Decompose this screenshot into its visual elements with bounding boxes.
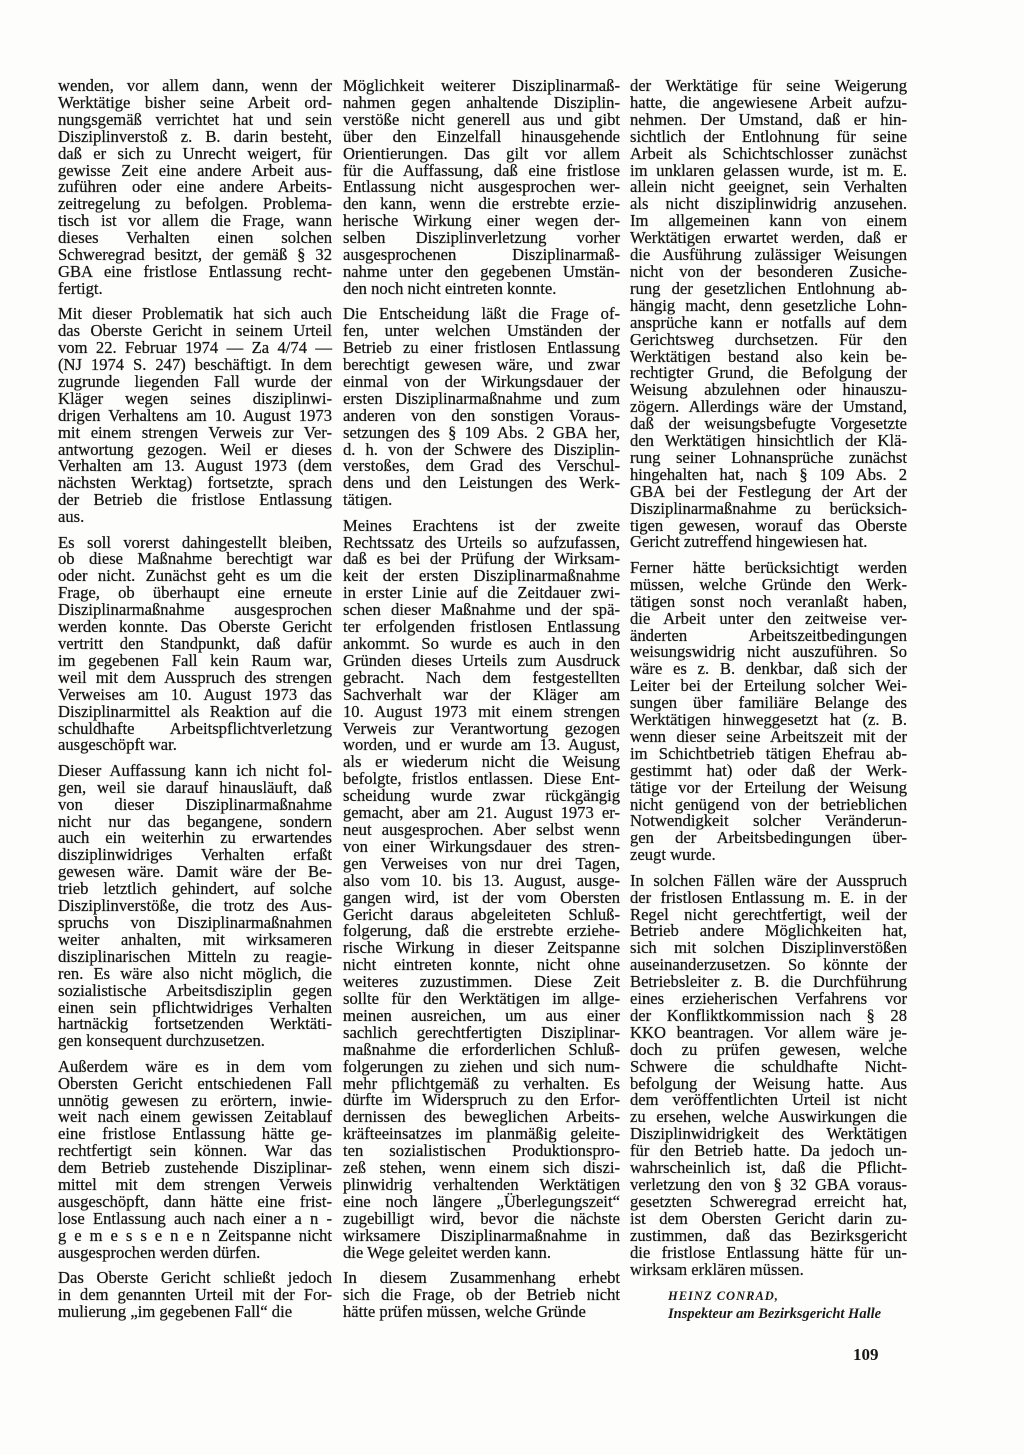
text-line: daß es bei der Prüfung der Wirksam- [343,549,620,569]
text-line: mehr pflichtgemäß zu verhalten. Es [343,1073,620,1093]
text-line: das Oberste Gericht in seinem Urteil [58,321,332,341]
text-line: gen, weil sie darauf hinausläuft, daß [58,777,332,797]
text-line: dürfte im Widerspruch zu den Erfor- [343,1090,620,1110]
text-line: tätigen. [343,490,393,510]
text-line: ausgeschöpft war. [58,735,177,755]
text-line: werden konnte. Das Oberste Gericht [58,617,332,637]
text-line: als nicht disziplinwidrig anzusehen. [630,194,907,214]
text-line: Kläger wegen seines disziplinwi- [58,388,332,408]
paragraph [343,306,620,509]
text-line: für den Betrieb hatte. Da jedoch un- [630,1141,907,1161]
text-line: Gründen dieses Urteils zum Ausdruck [343,650,620,670]
text-line: nicht eintreten konnte, nicht ohne [343,955,620,975]
text-column-middle [343,78,620,1321]
text-line: maßnahme die erforderlichen Schluß- [343,1039,620,1059]
paragraph [630,557,907,865]
paragraph [58,1270,332,1321]
text-line: den noch nicht eintreten konnte. [343,278,557,298]
text-line: In solchen Fällen wäre der Ausspruch [630,870,907,890]
text-line: hatte, die angewiesene Arbeit aufzu- [630,92,907,112]
text-line: drigen Verhaltens am 10. August 1973 [58,405,332,425]
paragraph [343,78,620,298]
paragraph [343,515,620,1262]
text-line: wenn dieser seine Arbeitszeit mit der [630,726,907,746]
text-line: auch ein weiterhin zu erwartendes [58,828,332,848]
text-line: von einer Wirkungsdauer des stren- [343,836,620,856]
text-line: Betriebsleiter z. B. die Durchführung [630,972,907,992]
text-line: ter erfolgenden fristlosen Entlassung [343,617,620,637]
text-line: Schwere die schuldhafte Nicht- [630,1056,907,1076]
text-line: ren. Es wäre also nicht möglich, die [58,963,332,983]
text-line: Leiter bei der Erteilung solcher Wei- [630,676,907,696]
text-line: Werktätige bisher seine Arbeit ord- [58,92,332,112]
text-line: GBA eine fristlose Entlassung recht- [58,261,332,281]
text-line: Werktätigen hinweggesetzt hat (z. B. [630,710,907,730]
text-line: zugrunde liegenden Fall wurde der [58,371,332,391]
text-line: zögern. Allerdings wäre der Umstand, [630,397,907,417]
text-line: zuführen oder eine andere Arbeits- [58,177,332,197]
text-line: nächsten Werktag) fortsetzte, sprach [58,473,332,493]
text-line: Obersten Gericht entschiedenen Fall [58,1073,332,1093]
text-line: unnötig gewesen zu erörtern, inwie- [58,1090,332,1110]
text-line: Möglichkeit weiterer Disziplinarmaß- [343,76,620,95]
text-line: keit der ersten Disziplinarmaßnahme [343,566,620,586]
text-line: worden, und er wurde am 13. August, [343,735,620,755]
text-line: Mit dieser Problematik hat sich auch [58,304,332,324]
text-line: Disziplinarmaßnahme ausgesprochen [58,600,332,620]
page-number: 109 [853,1345,879,1364]
text-line: disziplinwidriges Verhalten erfaßt [58,845,332,865]
text-line: wäre es z. B. denkbar, daß sich der [630,659,907,679]
text-line: Disziplinverstöße, die trotz des Aus- [58,896,332,916]
text-line: also vom 10. bis 13. August, ausge- [343,870,620,890]
text-line: rechtfertigt sein können. War das [58,1141,332,1161]
text-line: Außerdem wäre es in dem vom [58,1056,332,1076]
text-line: sozialistische Arbeitsdisziplin gegen [58,980,332,1000]
paragraph [58,1056,332,1262]
text-line: hartnäckig fortsetzenden Werktäti- [58,1014,332,1034]
text-line: anderen von den sonstigen Voraus- [343,405,620,425]
text-line: rische Wirkung in dieser Zeitspanne [343,938,620,958]
text-line: rung der gesetzlichen Entlohnung ab- [630,278,907,298]
text-line: hingehalten hat, nach § 109 Abs. 2 [630,464,907,484]
text-line: mit einem strengen Verweis zur Ver- [58,422,332,442]
text-line: vertritt den Standpunkt, daß dafür [58,634,332,653]
text-line: vom 22. Februar 1974 — Za 4/74 — [58,338,332,358]
text-line: auseinanderzusetzen. So könnte der [630,955,907,975]
text-line: KKO beantragen. Vor allem wäre je- [630,1022,907,1042]
text-line: weiteres zuzustimmen. Diese Zeit [343,972,620,992]
text-line: Gericht daraus abgeleiteten Schluß- [343,904,620,924]
text-line: ausgeschöpft, dann hätte eine frist- [58,1192,332,1211]
paragraph [343,1270,620,1321]
author-name: HEINZ CONRAD, [668,1289,779,1304]
text-line: nicht von der besonderen Zusiche- [630,261,907,281]
text-line: ob diese Maßnahme berechtigt war [58,549,332,569]
text-line: rechtigter Grund, die Befolgung der [630,363,907,383]
text-line: Disziplinverstoß z. B. darin besteht, [58,126,332,146]
text-line: als er wiederum nicht die Weisung [343,752,620,772]
text-line: gesetzten Schweregrad erreicht hat, [630,1191,907,1211]
text-line: setzungen des § 109 Abs. 2 GBA her, [343,422,620,442]
text-line: fen, unter welchen Umständen der [343,321,620,341]
text-line: plinwidrig verhaltenden Werktätigen [343,1175,620,1194]
text-line: dem Betrieb zustehende Disziplinar- [58,1158,332,1178]
author-signature [630,1287,907,1323]
text-line: ten sozialistischen Produktionspro- [343,1141,620,1161]
text-line: nahmen gegen anhaltende Disziplin- [343,92,620,112]
text-line: die fristlose Entlassung hätte für un- [630,1242,907,1262]
text-line: doch zu prüfen gewesen, welche [630,1039,907,1059]
text-line: berechtigt gewesen wäre, und zwar [343,355,620,374]
text-line: Verweis zur Verantwortung gezogen [343,718,620,738]
text-line: Die Entscheidung läßt die Frage of- [343,304,620,324]
text-line: wahrscheinlich ist, daß die Pflicht- [630,1158,907,1178]
text-line: verstöße nicht generell aus und gibt [343,109,620,129]
text-line: In diesem Zusammenhang erhebt [343,1268,620,1288]
text-line: zeugt wurde. [630,845,716,865]
text-line: g e m e s s e n e n Zeitspanne nicht [58,1225,332,1245]
text-line: mulierung „im gegebenen Fall“ die [58,1301,293,1321]
text-line: trieb letztlich gehindert, auf solche [58,879,332,899]
text-line: tätige vor der Erteilung der Weisung [630,777,907,797]
text-line: die Ausführung zulässiger Weisungen [630,245,907,265]
text-line: Betrieb andere Möglichkeiten hat, [630,921,907,941]
text-column-right [630,78,907,1323]
text-line: weit nach einem gewissen Zeitablauf [58,1107,332,1127]
text-line: änderten Arbeitszeitbedingungen [630,625,907,645]
text-line: den kann, wenn die erstrebte erzie- [343,194,620,214]
paragraph [58,760,332,1051]
text-line: im gegebenen Fall kein Raum war, [58,650,332,670]
text-line: weisungswidrig nicht auszuführen. So [630,642,907,662]
text-line: folgerung, daß die erstrebte erziehe- [343,921,620,941]
text-line: zeß stehen, wenn einem sich diszi- [343,1158,620,1178]
text-line: sungen über familiäre Belange des [630,693,907,713]
text-line: dernissen des beweglichen Arbeits- [343,1107,620,1127]
text-line: nicht genügend von der betrieblichen [630,794,907,814]
text-line: folgerungen zu ziehen und sich num- [343,1056,620,1076]
text-line: Meines Erachtens ist der zweite [343,515,620,535]
text-line: sachlich gerechtfertigten Disziplinar- [343,1022,620,1042]
text-line: nungsgemäß verrichtet hat und sein [58,109,332,129]
text-line: weiter anhalten, mit wirksameren [58,929,332,949]
text-line: selben Disziplinverletzung vorher [343,228,620,248]
text-line: die Wege geleitet werden kann. [343,1242,551,1262]
text-line: in dem genannten Urteil mit der For- [58,1285,332,1305]
text-line: schuldhafte Arbeitspflichtverletzung [58,718,332,738]
paragraph [630,870,907,1279]
text-line: meinen ausreichen, um aus einer [343,1005,620,1025]
text-line: Es soll vorerst dahingestellt bleiben, [58,532,332,552]
text-line: für die Auffassung, daß eine fristlose [343,160,620,180]
text-line: Disziplinwidrigkeit des Werktätigen [630,1124,907,1144]
text-line: Schweregrad besitzt, der gemäß § 32 [58,245,332,265]
text-line: hängig macht, denn gesetzliche Lohn- [630,295,907,315]
text-line: gen der Arbeitsbedingungen über- [630,828,907,848]
text-line: im unklaren gelassen wurde, ist m. E. [630,160,907,180]
text-line: ankommt. So wurde es auch in den [343,634,620,653]
text-line: zustimmen, daß das Bezirksgericht [630,1225,907,1245]
paragraph [58,532,332,755]
text-line: über den Einzelfall hinausgehende [343,126,620,146]
text-line: disziplinarischen Mitteln zu reagie- [58,946,332,966]
text-line: den Werktätigen hinsichtlich der Klä- [630,431,907,451]
text-line: sichtlich der Entlohnung für seine [630,126,907,146]
text-line: allein nicht geeignet, sein Verhalten [630,177,907,197]
text-line: gemacht, aber am 21. August 1973 er- [343,803,620,823]
text-line: dens und den Leistungen des Werk- [343,473,620,493]
text-line: Weisung abzulehnen oder hinauszu- [630,380,907,400]
text-line: Regel nicht gerechtfertigt, weil der [630,904,907,924]
text-line: Notwendigkeit solcher Veränderun- [630,811,907,831]
text-line: hätte prüfen müssen, welche Gründe [343,1301,586,1321]
text-line: ersten Disziplinarmaßnahme und zum [343,388,620,408]
text-line: Werktätigen erwartet werden, daß er [630,228,907,248]
text-line: kräfteeinsatzes im planmäßig geleite- [343,1124,620,1144]
author-title: Inspekteur am Bezirksgericht Halle [668,1306,882,1323]
text-line: zugebilligt wird, bevor die nächste [343,1208,620,1228]
text-line: GBA bei der Festlegung der Art der [630,481,907,501]
text-line: neut ausgesprochen. Aber selbst wenn [343,819,620,839]
text-line: die Arbeit unter den zeitweise ver- [630,608,907,628]
text-line: herische Wirkung einer wegen der- [343,211,620,231]
text-line: aus. [58,507,85,527]
text-line: verstoßes, dem Grad des Verschul- [343,456,620,476]
text-line: nicht nur das begangene, sondern [58,811,332,831]
text-line: Betrieb zu einer fristlosen Entlassung [343,338,620,358]
text-line: der fristlosen Entlassung m. E. in der [630,887,907,907]
text-line: eines erzieherischen Verfahrens vor [630,989,907,1009]
text-line: mittel mit dem strengen Verweis [58,1175,332,1195]
text-line: spruchs von Disziplinarmaßnahmen [58,913,332,932]
text-line: befolgte, fristlos entlassen. Diese Ent- [343,769,620,789]
text-line: wirksamere Disziplinarmaßnahme in [343,1225,620,1245]
text-line: gen Verweises von nur drei Tagen, [343,853,620,873]
text-line: Im allgemeinen kann von einem [630,211,907,231]
text-line: Disziplinarmittel als Reaktion auf die [58,701,332,721]
text-line: oder nicht. Zunächst geht es um die [58,566,332,586]
text-line: müssen, welche Gründe den Werk- [630,574,907,594]
paragraph [58,78,332,298]
text-line: Gerichtsweg durchsetzen. Für den [630,329,907,349]
text-line: zu ersehen, welche Auswirkungen die [630,1107,907,1127]
text-line: gebracht. Nach dem festgestellten [343,667,620,687]
text-line: ausgesprochen werden dürfen. [58,1242,261,1262]
text-line: tätigen sonst noch veranlaßt haben, [630,591,907,611]
text-line: tisch ist vor allem die Frage, wann [58,211,332,231]
text-line: der Konfliktkommission nach § 28 [630,1005,907,1025]
text-line: einmal von der Wirkungsdauer der [343,371,620,391]
text-line: (NJ 1974 S. 247) beschäftigt. In dem [58,355,332,374]
text-line: schen dieser Maßnahme und der spä- [343,600,620,620]
text-line: Entlassung nicht ausgesprochen wer- [343,177,620,197]
text-line: ansprüche kann er notfalls auf dem [630,312,907,332]
text-line: Gericht zutreffend hingewiesen hat. [630,532,868,552]
text-line: zeitregelung zu befolgen. Problema- [58,194,332,214]
text-line: verletzung den von § 32 GBA voraus- [630,1175,907,1194]
text-line: einen sein pflichtwidriges Verhalten [58,997,332,1017]
text-line: Arbeit als Schichtschlosser zunächst [630,143,907,163]
text-line: weil mit dem Ausspruch des strengen [58,667,332,687]
text-line: ist dem Obersten Gericht darin zu- [630,1208,907,1228]
text-line: rung seiner Lohnansprüche zunächst [630,447,907,467]
text-line: Rechtssatz des Urteils so aufzufassen, [343,532,620,552]
text-line: Ferner hätte berücksichtigt werden [630,557,907,577]
text-line: lose Entlassung auch nach einer a n - [58,1208,332,1228]
text-line: sich die Frage, ob der Betrieb nicht [343,1284,620,1304]
text-line: wirksam erklären müssen. [630,1259,804,1279]
text-line: dieses Verhalten einen solchen [58,228,332,248]
text-line: sich mit solchen Disziplinverstößen [630,938,907,958]
text-line: in erster Linie auf die Zeitdauer zwi- [343,583,620,603]
text-line: Dieser Auffassung kann ich nicht fol- [58,760,332,780]
text-line: gewesen wäre. Damit wäre der Be- [58,862,332,882]
text-line: tigen gewesen, worauf das Oberste [630,515,907,535]
text-line: Frage, ob überhaupt eine erneute [58,583,332,603]
text-line: ausgesprochenen Disziplinarmaß- [343,245,620,265]
text-line: dem veröffentlichten Urteil ist nicht [630,1090,907,1110]
text-line: der Werktätige für seine Weigerung [630,76,907,95]
text-line: fertigt. [58,278,103,298]
text-line: im Schichtbetrieb tätigen Ehefrau ab- [630,743,907,763]
text-line: der Betrieb die fristlose Entlassung [58,490,332,510]
text-line: gestimmt hat) oder daß der Werk- [630,760,907,780]
text-line: daß der weisungsbefugte Vorgesetzte [630,414,907,434]
text-line: gen konsequent durchzusetzen. [58,1031,265,1051]
text-line: befolgung der Weisung hatte. Aus [630,1073,907,1093]
text-line: daß er sich zu Unrecht weigert, für [58,143,332,163]
text-line: antwortung gezogen. Weil er dieses [58,439,332,459]
text-line: eine fristlose Entlassung hätte ge- [58,1124,332,1144]
text-line: nahme unter den gegebenen Umstän- [343,261,620,281]
text-line: gewisse Zeit eine andere Arbeit aus- [58,160,332,180]
paragraph [630,78,907,551]
text-line: von dieser Disziplinarmaßnahme [58,794,332,814]
paragraph [58,306,332,526]
text-line: d. h. von der Schwere des Disziplin- [343,439,620,459]
text-line: gangen wird, ist der vom Obersten [343,887,620,907]
text-line: Orientierungen. Das gilt vor allem [343,143,620,163]
text-line: Werktätigen bestand also kein be- [630,346,907,366]
text-line: Das Oberste Gericht schließt jedoch [58,1268,332,1288]
text-line: Disziplinarmaßnahme zu berücksich- [630,498,907,518]
text-column-left [58,78,332,1321]
text-line: Verhalten am 13. August 1973 (dem [58,456,332,476]
text-line: scheidung wurde zwar rückgängig [343,786,620,806]
text-line: wenden, vor allem dann, wenn der [58,76,332,95]
text-line: eine noch längere „Überlegungszeit“ [343,1191,620,1211]
text-line: sollte für den Werktätigen im allge- [343,989,620,1009]
text-line: Sachverhalt war der Kläger am [343,684,620,704]
text-line: 10. August 1973 mit einem strengen [343,701,620,721]
text-line: nehmen. Der Umstand, daß er hin- [630,109,907,129]
text-line: Verweises am 10. August 1973 das [58,684,332,704]
